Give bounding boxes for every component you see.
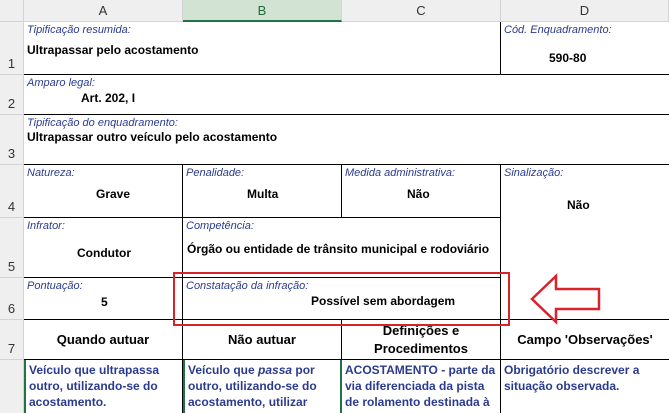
constatacao-label: Constatação da infração:	[186, 280, 309, 292]
cell-nao-autuar[interactable]	[183, 320, 342, 360]
cell-quando-autuar[interactable]	[24, 320, 183, 360]
cell-medida-administrativa[interactable]	[342, 165, 501, 218]
column-header-a[interactable]: A	[24, 0, 183, 22]
cell-amparo-legal[interactable]	[24, 75, 669, 115]
competencia-value: Órgão ou entidade de trânsito municipal e rodoviário	[187, 242, 490, 256]
row-header-5[interactable]: 5	[0, 218, 24, 278]
tipificacao-resumida-value: Ultrapassar pelo acostamento	[27, 43, 199, 57]
highlight-box	[173, 272, 510, 326]
campo-observacoes-header: Campo 'Observações'	[517, 332, 653, 347]
column-header-c[interactable]: C	[342, 0, 501, 22]
pontuacao-value: 5	[101, 295, 108, 309]
select-all-corner[interactable]	[0, 0, 24, 22]
row-header-2[interactable]: 2	[0, 75, 24, 115]
tipificacao-resumida-label: Tipificação resumida:	[27, 24, 131, 36]
pointer-arrow-icon	[530, 273, 602, 325]
tipificacao-enquadramento-label: Tipificação do enquadramento:	[27, 117, 178, 129]
cell-tipificacao-resumida[interactable]	[24, 22, 501, 75]
cell-nao-autuar-text[interactable]	[183, 360, 342, 413]
competencia-label: Competência:	[186, 220, 254, 232]
amparo-legal-label: Amparo legal:	[27, 77, 95, 89]
cell-penalidade[interactable]	[183, 165, 342, 218]
row-header-4[interactable]: 4	[0, 165, 24, 218]
row-header-8[interactable]	[0, 360, 24, 413]
nao-autuar-text-pre: Veículo que	[188, 363, 259, 377]
row-header-3[interactable]: 3	[0, 115, 24, 165]
nao-autuar-text	[188, 362, 338, 410]
column-header-b[interactable]: B	[183, 0, 342, 22]
quando-autuar-header: Quando autuar	[56, 332, 150, 347]
codigo-enquadramento-value: 590-80	[549, 51, 587, 65]
nao-autuar-header: Não autuar	[228, 332, 296, 347]
row-header-7[interactable]: 7	[0, 320, 24, 360]
constatacao-value: Possível sem abordagem	[311, 294, 456, 308]
definicoes-header-line1: Definições e	[382, 323, 460, 338]
cell-codigo-enquadramento[interactable]	[501, 22, 669, 75]
cell-definicoes-text[interactable]	[342, 360, 501, 413]
pontuacao-label: Pontuação:	[27, 280, 83, 292]
row-header-1[interactable]: 1	[0, 22, 24, 75]
cell-natureza[interactable]	[24, 165, 183, 218]
sinalizacao-value: Não	[567, 198, 590, 212]
quando-autuar-text: Veículo que ultrapassa outro, utilizando-se do acostamento.	[29, 363, 160, 409]
cell-quando-autuar-text[interactable]	[24, 360, 183, 413]
campo-observacoes-text: Obrigatório descrever a situação observada.	[504, 363, 640, 393]
natureza-label: Natureza:	[27, 167, 75, 179]
cell-campo-observacoes[interactable]	[501, 320, 669, 360]
cell-pontuacao[interactable]	[24, 278, 183, 320]
definicoes-text: ACOSTAMENTO - parte da via diferenciada da pista de rolamento destinada à	[345, 363, 496, 409]
definicoes-header-line2: Procedimentos	[374, 341, 468, 356]
nao-autuar-text-post: por outro, utilizando-se do acostamento, utilizar	[188, 363, 317, 409]
cell-definicoes[interactable]	[342, 320, 501, 360]
codigo-enquadramento-label: Cód. Enquadramento:	[504, 24, 612, 36]
penalidade-label: Penalidade:	[186, 167, 245, 179]
medida-administrativa-value: Não	[407, 187, 430, 201]
medida-administrativa-label: Medida administrativa:	[345, 167, 456, 179]
cell-competencia[interactable]	[183, 218, 501, 278]
nao-autuar-text-emphasis: passa	[258, 363, 293, 377]
cell-campo-observacoes-text[interactable]	[501, 360, 669, 413]
infrator-value: Condutor	[77, 246, 131, 260]
tipificacao-enquadramento-value: Ultrapassar outro veículo pelo acostamento	[27, 130, 278, 144]
penalidade-value: Multa	[247, 187, 279, 201]
cell-infrator[interactable]	[24, 218, 183, 278]
amparo-legal-value: Art. 202, I	[81, 91, 136, 105]
row-header-6[interactable]: 6	[0, 278, 24, 320]
cell-tipificacao-enquadramento[interactable]	[24, 115, 669, 165]
natureza-value: Grave	[96, 187, 131, 201]
sinalizacao-label: Sinalização:	[504, 167, 564, 179]
column-header-d[interactable]: D	[501, 0, 669, 22]
infrator-label: Infrator:	[27, 220, 65, 232]
